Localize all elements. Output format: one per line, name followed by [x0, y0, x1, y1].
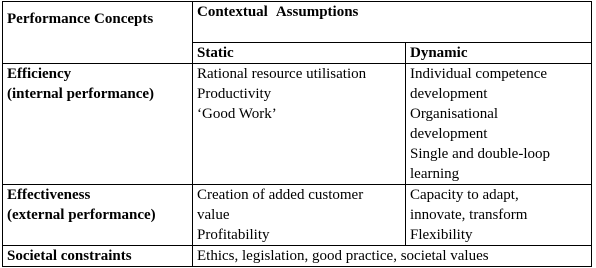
- static-line: value: [197, 207, 230, 223]
- dynamic-line: Capacity to adapt,: [410, 187, 519, 203]
- table-row-effectiveness: [3, 185, 592, 246]
- merged-cell: [193, 246, 592, 267]
- header-assumptions: Assumptions: [275, 4, 359, 20]
- concept-line: Efficiency: [7, 66, 72, 82]
- header-dynamic: Dynamic: [406, 43, 592, 64]
- dynamic-line: Individual competence: [410, 66, 548, 82]
- header-performance-concepts: Performance Concepts: [3, 2, 193, 64]
- concept-cell: [3, 64, 193, 185]
- performance-concepts-table: [2, 1, 592, 267]
- dynamic-line: development: [410, 126, 488, 142]
- concept-line: (internal performance): [7, 86, 155, 102]
- dynamic-cell: [406, 64, 592, 185]
- static-cell: [193, 185, 406, 246]
- table-header-row: [3, 2, 592, 43]
- static-line: ‘Good Work’: [197, 106, 277, 122]
- static-line: Profitability: [197, 227, 270, 243]
- table-row-societal-constraints: [3, 246, 592, 267]
- header-contextual-assumptions: [193, 2, 592, 43]
- static-line: Rational resource utilisation: [197, 66, 367, 82]
- dynamic-line: development: [410, 86, 488, 102]
- table-row-efficiency: [3, 64, 592, 185]
- concept-cell: [3, 246, 193, 267]
- header-static: Static: [193, 43, 406, 64]
- dynamic-line: Flexibility: [410, 227, 473, 243]
- concept-line: Effectiveness: [7, 187, 91, 203]
- dynamic-line: Single and double-loop: [410, 146, 550, 162]
- merged-line: Ethics, legislation, good practice, societal values: [197, 248, 489, 264]
- static-line: Productivity: [197, 86, 272, 102]
- concept-line: (external performance): [7, 207, 156, 223]
- dynamic-line: learning: [410, 166, 460, 182]
- header-contextual: Contextual: [197, 4, 268, 20]
- dynamic-cell: [406, 185, 592, 246]
- dynamic-line: innovate, transform: [410, 207, 528, 223]
- static-line: Creation of added customer: [197, 187, 364, 203]
- dynamic-line: Organisational: [410, 106, 499, 122]
- concept-line: Societal constraints: [7, 248, 132, 264]
- static-cell: [193, 64, 406, 185]
- concept-cell: [3, 185, 193, 246]
